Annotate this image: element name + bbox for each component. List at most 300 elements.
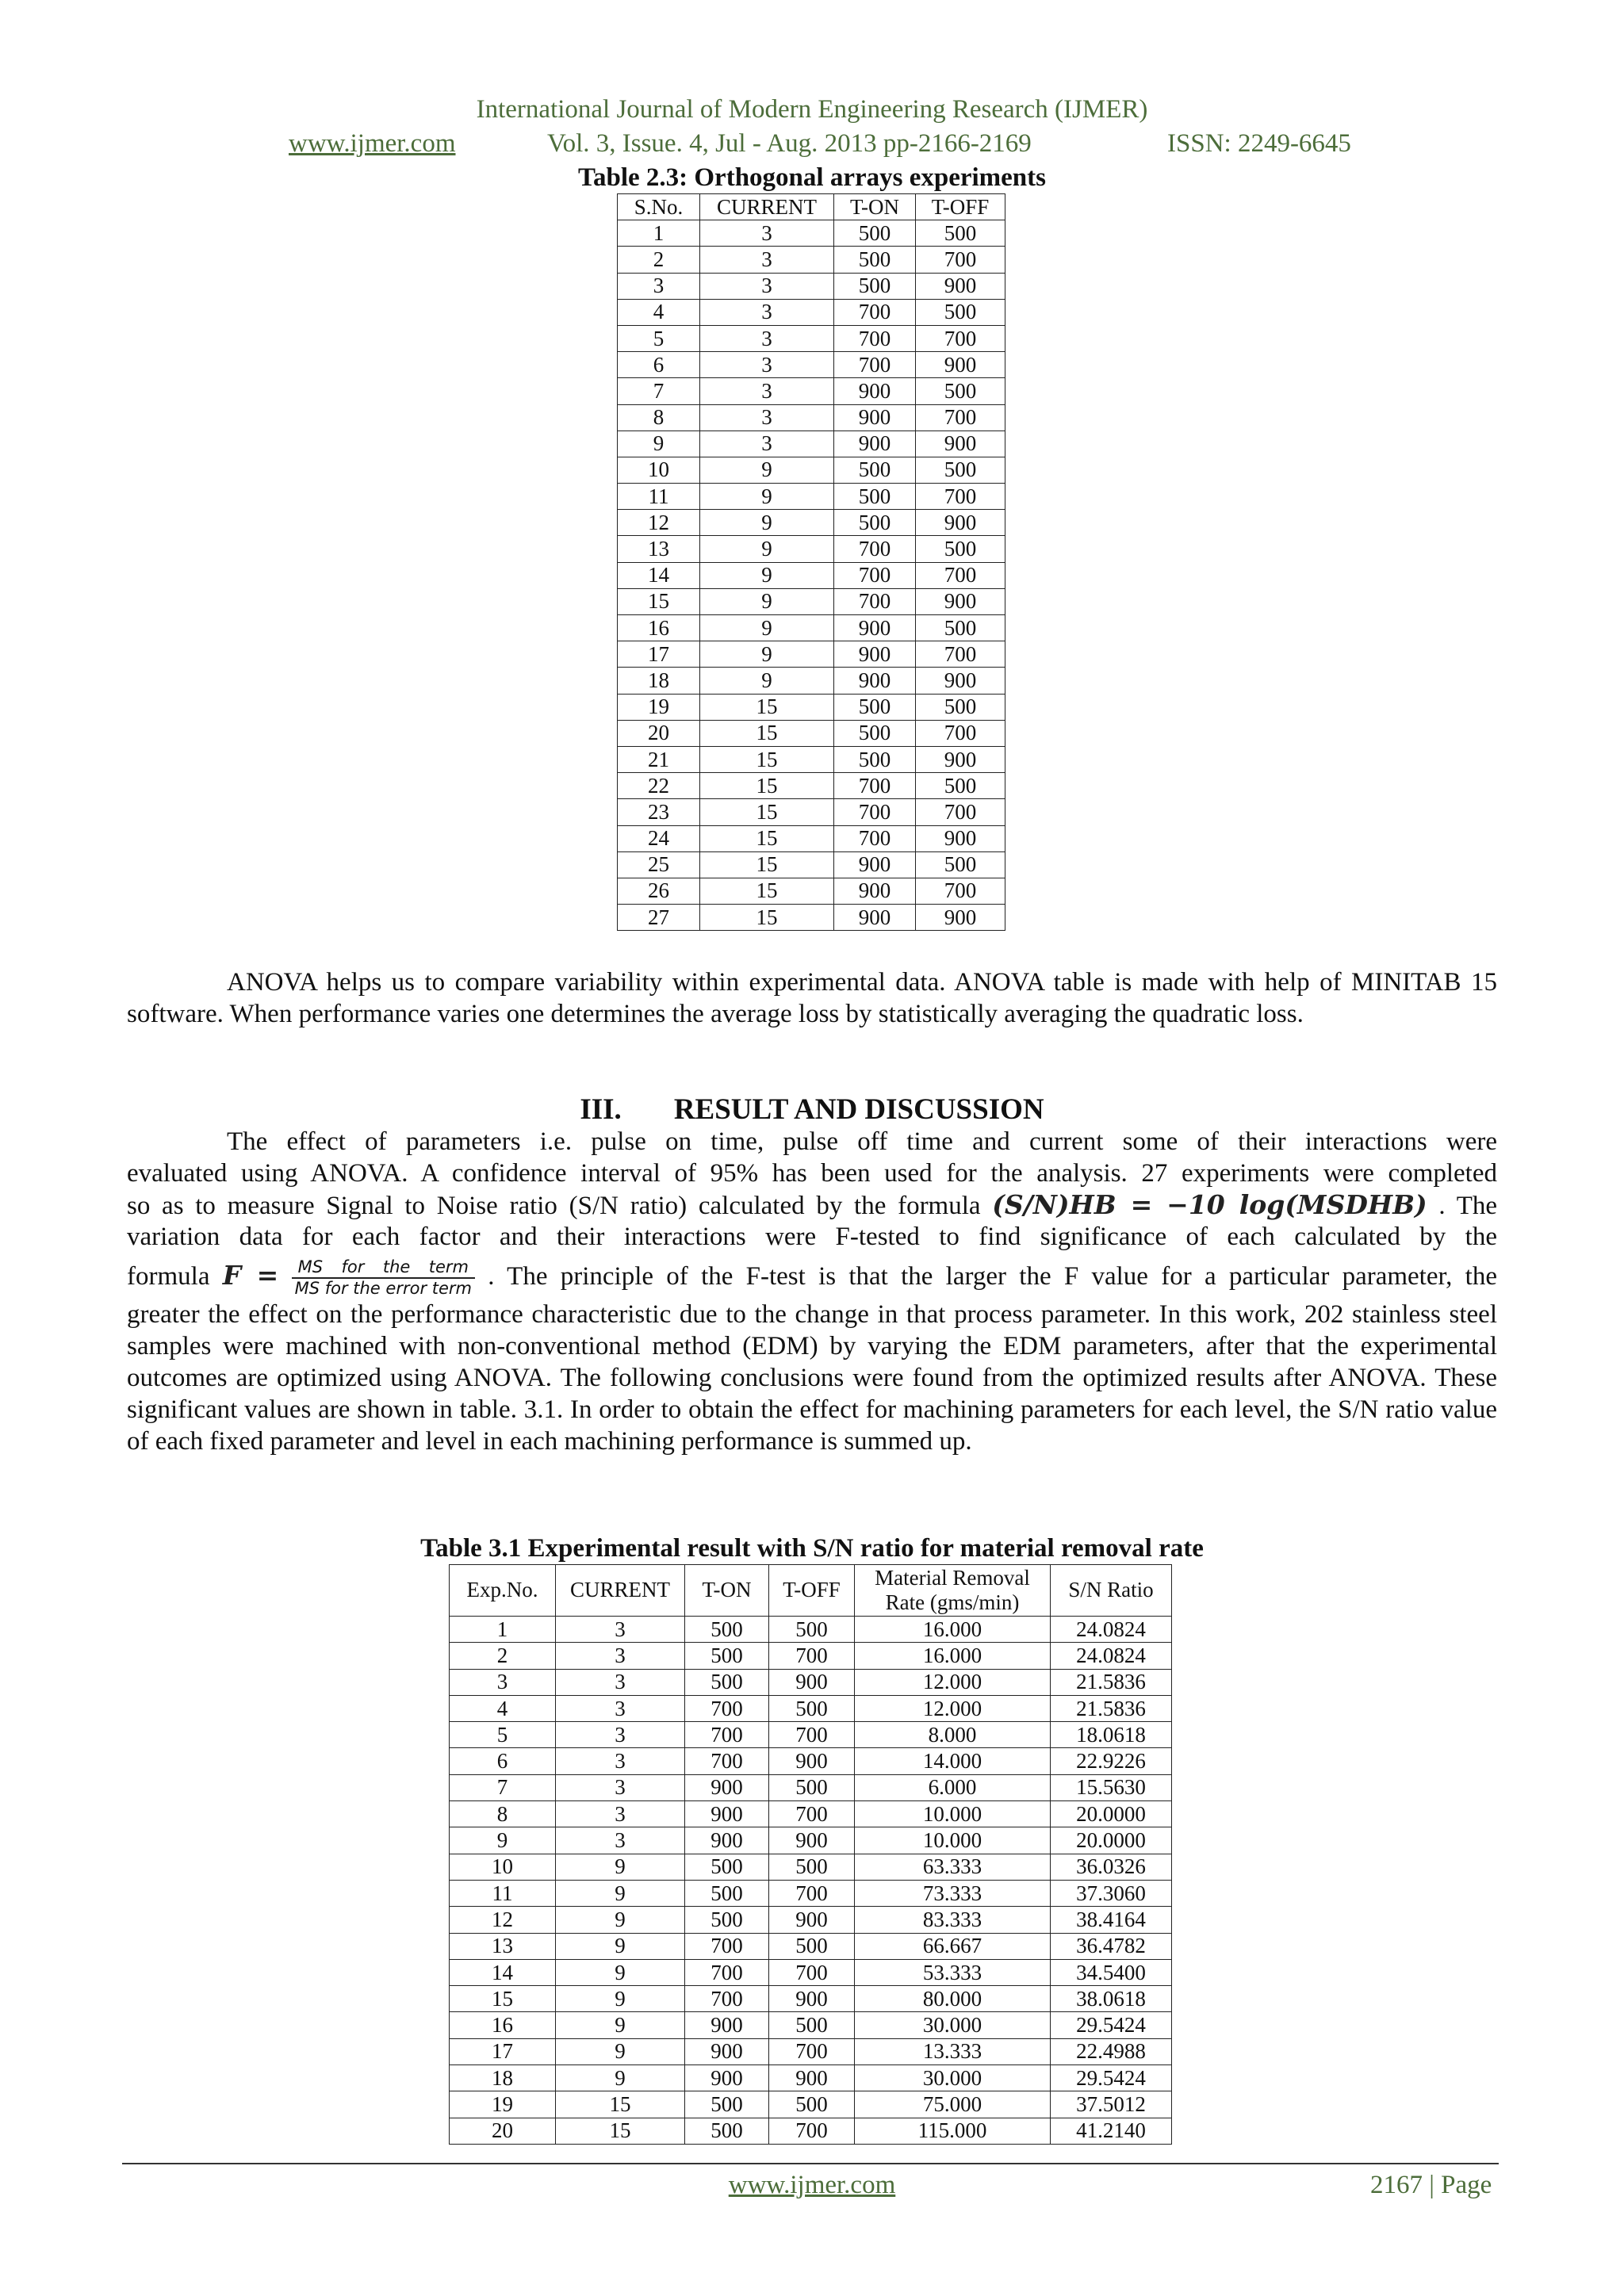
- table-cell: 500: [916, 536, 1005, 562]
- table-cell: 19: [618, 694, 700, 720]
- f-formula-lhs: F =: [222, 1260, 279, 1291]
- table-cell: 9: [556, 1854, 685, 1880]
- column-header: CURRENT: [700, 194, 834, 220]
- table-row: [450, 1933, 1172, 1959]
- table-cell: 2: [450, 1643, 556, 1669]
- table-cell: 4: [618, 299, 700, 325]
- table-cell: 900: [916, 588, 1005, 614]
- table-cell: 900: [685, 1801, 769, 1827]
- table-cell: 5: [618, 325, 700, 351]
- table-row: [618, 352, 1005, 378]
- table-cell: 15: [700, 694, 834, 720]
- table-row: [618, 905, 1005, 931]
- table-cell: 15: [700, 746, 834, 772]
- table-cell: 900: [916, 905, 1005, 931]
- f-formula-fraction: [292, 1257, 475, 1299]
- table-cell: 3: [556, 1748, 685, 1774]
- table-cell: 30.000: [855, 2065, 1051, 2091]
- table-cell: 900: [834, 905, 916, 931]
- table-cell: 6.000: [855, 1774, 1051, 1800]
- result-paragraph: [127, 1126, 1497, 1457]
- table-cell: 14.000: [855, 1748, 1051, 1774]
- table-cell: 700: [834, 325, 916, 351]
- table-cell: 115.000: [855, 2118, 1051, 2144]
- table-cell: 500: [916, 299, 1005, 325]
- table-cell: 900: [685, 2012, 769, 2038]
- table-cell: 900: [916, 273, 1005, 299]
- table-cell: 1: [618, 220, 700, 247]
- table-cell: 29.5424: [1051, 2012, 1172, 2038]
- column-header: S/N Ratio: [1051, 1565, 1172, 1617]
- table-cell: 3: [450, 1669, 556, 1695]
- table-cell: 500: [916, 615, 1005, 641]
- table-row: [618, 641, 1005, 668]
- table-cell: 7: [450, 1774, 556, 1800]
- table-cell: 500: [685, 2091, 769, 2118]
- table-row: [618, 536, 1005, 562]
- table-cell: 15: [700, 878, 834, 904]
- table-cell: 3: [556, 1801, 685, 1827]
- table-cell: 700: [916, 404, 1005, 430]
- table-cell: 73.333: [855, 1880, 1051, 1906]
- table-row: [618, 746, 1005, 772]
- table-cell: 3: [556, 1774, 685, 1800]
- table-cell: 12.000: [855, 1669, 1051, 1695]
- table-cell: 18.0618: [1051, 1722, 1172, 1748]
- table-row: [450, 1695, 1172, 1721]
- table-cell: 20: [618, 720, 700, 746]
- page-number: 2167 | Page: [1370, 2171, 1492, 2199]
- table-cell: 38.4164: [1051, 1907, 1172, 1933]
- table-cell: 500: [916, 220, 1005, 247]
- table-cell: 21.5836: [1051, 1695, 1172, 1721]
- table-cell: 500: [769, 2091, 855, 2118]
- table-row: [450, 1774, 1172, 1800]
- table-cell: 15: [556, 2091, 685, 2118]
- table-cell: 13: [618, 536, 700, 562]
- table-cell: 15: [700, 799, 834, 825]
- header-url-link[interactable]: www.ijmer.com: [289, 129, 456, 158]
- table-cell: 10.000: [855, 1827, 1051, 1854]
- table-cell: 3: [700, 352, 834, 378]
- table-cell: 700: [834, 562, 916, 588]
- table-cell: 15: [618, 588, 700, 614]
- table-cell: 700: [834, 299, 916, 325]
- table-cell: 500: [685, 1854, 769, 1880]
- table-row: [618, 825, 1005, 851]
- table-cell: 900: [685, 2065, 769, 2091]
- table-cell: 3: [556, 1695, 685, 1721]
- table-cell: 500: [834, 457, 916, 483]
- table-cell: 900: [916, 668, 1005, 694]
- table-cell: 36.0326: [1051, 1854, 1172, 1880]
- column-header: T-ON: [685, 1565, 769, 1617]
- table-cell: 900: [769, 2065, 855, 2091]
- table-cell: 26: [618, 878, 700, 904]
- table-cell: 700: [834, 352, 916, 378]
- experimental-result-table: [449, 1564, 1172, 2145]
- table-cell: 20.0000: [1051, 1801, 1172, 1827]
- table-cell: 18: [618, 668, 700, 694]
- table-cell: 700: [916, 562, 1005, 588]
- column-header: T-OFF: [769, 1565, 855, 1617]
- table-cell: 700: [916, 325, 1005, 351]
- column-header: Exp.No.: [450, 1565, 556, 1617]
- table-cell: 700: [916, 484, 1005, 510]
- table-cell: 3: [700, 247, 834, 273]
- table-cell: 4: [450, 1695, 556, 1721]
- table-row: [618, 325, 1005, 351]
- table-cell: 23: [618, 799, 700, 825]
- f-formula-numerator: MS for the term: [292, 1257, 475, 1279]
- table-cell: 83.333: [855, 1907, 1051, 1933]
- table-row: [618, 799, 1005, 825]
- table-cell: 900: [769, 1907, 855, 1933]
- table-row: [618, 668, 1005, 694]
- table-cell: 700: [685, 1959, 769, 1985]
- text-line: formula F = $\frac{\text{MS for the term}}{\text{MS for the error term}}$ . The principle of the F-test is that the larger the F value for a particular parameter, the: [127, 1257, 1497, 1299]
- table-cell: 38.0618: [1051, 1986, 1172, 2012]
- table-cell: 15: [700, 720, 834, 746]
- table-header-row: [450, 1565, 1172, 1617]
- table-cell: 5: [450, 1722, 556, 1748]
- table-cell: 700: [769, 1722, 855, 1748]
- table-cell: 12.000: [855, 1695, 1051, 1721]
- table-cell: 500: [916, 457, 1005, 483]
- table-cell: 13: [450, 1933, 556, 1959]
- table-row: [450, 1617, 1172, 1643]
- table-cell: 9: [700, 588, 834, 614]
- anova-paragraph: ANOVA helps us to compare variability within experimental data. ANOVA table is made with help of MINITAB 15 software. When performance varies one determines the average loss by statistically averaging the quadratic loss.: [127, 968, 1497, 1028]
- table-cell: 900: [834, 851, 916, 878]
- table-cell: 36.4782: [1051, 1933, 1172, 1959]
- table-row: [618, 588, 1005, 614]
- table-cell: 500: [916, 851, 1005, 878]
- table-cell: 500: [769, 1933, 855, 1959]
- table-cell: 900: [769, 1748, 855, 1774]
- table-row: [618, 430, 1005, 457]
- table-cell: 22: [618, 773, 700, 799]
- header-volume: Vol. 3, Issue. 4, Jul - Aug. 2013 pp-2166-2169: [547, 129, 1032, 158]
- table-row: [450, 1643, 1172, 1669]
- table-cell: 24.0824: [1051, 1617, 1172, 1643]
- table-row: [618, 484, 1005, 510]
- table-cell: 41.2140: [1051, 2118, 1172, 2144]
- journal-title: International Journal of Modern Engineering Research (IJMER): [476, 95, 1148, 124]
- table-cell: 900: [834, 615, 916, 641]
- table-cell: 17: [618, 641, 700, 668]
- table-cell: 34.5400: [1051, 1959, 1172, 1985]
- section-title: RESULT AND DISCUSSION: [673, 1093, 1044, 1126]
- table2-caption: Table 3.1 Experimental result with S/N ratio for material removal rate: [420, 1534, 1204, 1563]
- table-row: [618, 851, 1005, 878]
- table-cell: 9: [556, 2012, 685, 2038]
- column-header: S.No.: [618, 194, 700, 220]
- table-cell: 500: [834, 484, 916, 510]
- sn-ratio-formula: (S/N)HB = −10 log(MSDHB): [992, 1189, 1427, 1220]
- text-line: evaluated using ANOVA. A confidence interval of 95% has been used for the analysis. 27 experiments were completed: [127, 1159, 1497, 1188]
- table-cell: 9: [700, 615, 834, 641]
- header-issn: ISSN: 2249-6645: [1167, 129, 1351, 158]
- table-cell: 700: [916, 878, 1005, 904]
- table-cell: 900: [834, 641, 916, 668]
- table-cell: 80.000: [855, 1986, 1051, 2012]
- table-cell: 8: [618, 404, 700, 430]
- f-formula-denominator: MS for the error term: [294, 1279, 472, 1299]
- table-cell: 15: [556, 2118, 685, 2144]
- table-cell: 10.000: [855, 1801, 1051, 1827]
- table-cell: 21: [618, 746, 700, 772]
- table-cell: 14: [450, 1959, 556, 1985]
- table-row: [450, 2012, 1172, 2038]
- table-cell: 3: [556, 1643, 685, 1669]
- table-cell: 10: [618, 457, 700, 483]
- table-cell: 9: [700, 562, 834, 588]
- table-cell: 75.000: [855, 2091, 1051, 2118]
- table-cell: 900: [769, 1986, 855, 2012]
- table1-caption: Table 2.3: Orthogonal arrays experiments: [578, 163, 1046, 192]
- table-row: [450, 1722, 1172, 1748]
- table-cell: 500: [769, 2012, 855, 2038]
- table-cell: 12: [450, 1907, 556, 1933]
- table-cell: 15: [700, 773, 834, 799]
- table-cell: 3: [700, 404, 834, 430]
- table-row: [618, 562, 1005, 588]
- table-row: [618, 220, 1005, 247]
- table-row: [450, 2091, 1172, 2118]
- table-cell: 700: [834, 588, 916, 614]
- table-cell: 900: [685, 1827, 769, 1854]
- table-cell: 8: [450, 1801, 556, 1827]
- footer-rule: [122, 2163, 1499, 2164]
- table-row: [618, 378, 1005, 404]
- table-cell: 63.333: [855, 1854, 1051, 1880]
- table-cell: 3: [556, 1617, 685, 1643]
- table-cell: 700: [916, 799, 1005, 825]
- table-cell: 3: [556, 1722, 685, 1748]
- column-header: Material Removal Rate (gms/min): [855, 1565, 1051, 1617]
- table-cell: 3: [556, 1669, 685, 1695]
- text-line: The effect of parameters i.e. pulse on time, pulse off time and current some of their interactions were: [227, 1127, 1497, 1156]
- table-cell: 9: [700, 510, 834, 536]
- table-cell: 900: [916, 352, 1005, 378]
- table-row: [618, 694, 1005, 720]
- table-cell: 16: [450, 2012, 556, 2038]
- table-cell: 900: [916, 825, 1005, 851]
- table-row: [618, 720, 1005, 746]
- table-cell: 9: [556, 1959, 685, 1985]
- table-row: [450, 2065, 1172, 2091]
- table-cell: 11: [450, 1880, 556, 1906]
- table-row: [450, 2118, 1172, 2144]
- table-cell: 500: [769, 1854, 855, 1880]
- table-cell: 24: [618, 825, 700, 851]
- table-cell: 29.5424: [1051, 2065, 1172, 2091]
- table-cell: 900: [834, 404, 916, 430]
- table-cell: 15: [700, 905, 834, 931]
- table-cell: 500: [769, 1695, 855, 1721]
- table-row: [618, 404, 1005, 430]
- text-line: variation data for each factor and their interactions were F-tested to find significance of each calculated by the: [127, 1223, 1497, 1251]
- table-cell: 700: [769, 1880, 855, 1906]
- result-rest: greater the effect on the performance characteristic due to the change in that process parameter. In this work, 202 stainless steel samples were machined with non-conventional method (EDM) by varying the EDM parameters, after that the experimental outcomes are optimized using ANOVA. The following conclusions were found from the optimized results after ANOVA. These significant values are shown in table. 3.1. In order to obtain the effect for machining parameters for each level, the S/N ratio value of each fixed parameter and level in each machining performance is summed up.: [127, 1300, 1497, 1456]
- table-cell: 9: [556, 1880, 685, 1906]
- table-cell: 16.000: [855, 1617, 1051, 1643]
- table-cell: 20: [450, 2118, 556, 2144]
- table-cell: 3: [700, 220, 834, 247]
- table-cell: 900: [834, 430, 916, 457]
- table-cell: 17: [450, 2038, 556, 2064]
- table-cell: 500: [685, 1617, 769, 1643]
- table-cell: 27: [618, 905, 700, 931]
- table-cell: 500: [685, 1907, 769, 1933]
- table-cell: 66.667: [855, 1933, 1051, 1959]
- table-cell: 500: [916, 773, 1005, 799]
- table-cell: 15: [450, 1986, 556, 2012]
- table-cell: 700: [769, 1643, 855, 1669]
- table-cell: 700: [916, 720, 1005, 746]
- table-cell: 10: [450, 1854, 556, 1880]
- table-cell: 700: [769, 2038, 855, 2064]
- table-cell: 9: [556, 1907, 685, 1933]
- text-line: so as to measure Signal to Noise ratio (S/N ratio) calculated by the formula (S/N)HB = −10 log(MSDHB) . The: [127, 1189, 1498, 1220]
- table-cell: 900: [769, 1827, 855, 1854]
- table-row: [450, 1827, 1172, 1854]
- column-header: T-ON: [834, 194, 916, 220]
- table-cell: 15.5630: [1051, 1774, 1172, 1800]
- table-cell: 900: [685, 2038, 769, 2064]
- table-cell: 37.3060: [1051, 1880, 1172, 1906]
- table-row: [618, 615, 1005, 641]
- table-cell: 500: [685, 1880, 769, 1906]
- table-row: [450, 1880, 1172, 1906]
- table-cell: 3: [618, 273, 700, 299]
- section-heading: [0, 1093, 1624, 1127]
- table-cell: 500: [834, 694, 916, 720]
- table-cell: 16.000: [855, 1643, 1051, 1669]
- table-row: [618, 299, 1005, 325]
- table-cell: 500: [834, 746, 916, 772]
- table2-body: [450, 1617, 1172, 2145]
- table-cell: 3: [700, 299, 834, 325]
- table-cell: 500: [916, 694, 1005, 720]
- table-cell: 7: [618, 378, 700, 404]
- table-header-row: [618, 194, 1005, 220]
- table-cell: 14: [618, 562, 700, 588]
- table-cell: 500: [769, 1617, 855, 1643]
- column-header: CURRENT: [556, 1565, 685, 1617]
- table-cell: 9: [556, 2065, 685, 2091]
- table-cell: 20.0000: [1051, 1827, 1172, 1854]
- table-cell: 500: [769, 1774, 855, 1800]
- table-cell: 9: [700, 668, 834, 694]
- table-row: [450, 1801, 1172, 1827]
- table-cell: 18: [450, 2065, 556, 2091]
- table-cell: 16: [618, 615, 700, 641]
- table-cell: 11: [618, 484, 700, 510]
- table-cell: 500: [916, 378, 1005, 404]
- table-cell: 700: [834, 825, 916, 851]
- table-row: [450, 1854, 1172, 1880]
- table-row: [618, 273, 1005, 299]
- table-cell: 9: [700, 641, 834, 668]
- table-cell: 9: [450, 1827, 556, 1854]
- table-row: [450, 1959, 1172, 1985]
- table-row: [450, 1907, 1172, 1933]
- table-cell: 6: [450, 1748, 556, 1774]
- table-cell: 22.9226: [1051, 1748, 1172, 1774]
- table-row: [450, 2038, 1172, 2064]
- table-cell: 21.5836: [1051, 1669, 1172, 1695]
- table-cell: 2: [618, 247, 700, 273]
- table-cell: 700: [769, 1959, 855, 1985]
- table-cell: 900: [685, 1774, 769, 1800]
- table-cell: 500: [685, 1643, 769, 1669]
- table-cell: 700: [916, 247, 1005, 273]
- table-cell: 500: [834, 247, 916, 273]
- table-cell: 700: [769, 2118, 855, 2144]
- table-cell: 900: [834, 378, 916, 404]
- table-cell: 15: [700, 825, 834, 851]
- table-cell: 3: [700, 430, 834, 457]
- table-cell: 15: [700, 851, 834, 878]
- table-cell: 500: [834, 720, 916, 746]
- table-cell: 900: [916, 746, 1005, 772]
- table-cell: 500: [685, 1669, 769, 1695]
- footer-url-link[interactable]: www.ijmer.com: [728, 2171, 896, 2199]
- table-row: [618, 247, 1005, 273]
- table-cell: 53.333: [855, 1959, 1051, 1985]
- table-cell: 3: [556, 1827, 685, 1854]
- table-row: [618, 773, 1005, 799]
- table-cell: 19: [450, 2091, 556, 2118]
- table-cell: 3: [700, 325, 834, 351]
- column-header: T-OFF: [916, 194, 1005, 220]
- table-cell: 700: [685, 1722, 769, 1748]
- table-cell: 700: [685, 1748, 769, 1774]
- table-cell: 900: [769, 1669, 855, 1695]
- table-cell: 900: [834, 668, 916, 694]
- table-cell: 700: [769, 1801, 855, 1827]
- table-cell: 9: [556, 2038, 685, 2064]
- table-cell: 500: [834, 273, 916, 299]
- table-cell: 700: [834, 799, 916, 825]
- table-cell: 500: [685, 2118, 769, 2144]
- table-cell: 9: [556, 1986, 685, 2012]
- table-cell: 900: [916, 430, 1005, 457]
- table-cell: 900: [916, 510, 1005, 536]
- table-cell: 13.333: [855, 2038, 1051, 2064]
- table-cell: 700: [834, 773, 916, 799]
- table-cell: 9: [700, 484, 834, 510]
- table-cell: 6: [618, 352, 700, 378]
- table-cell: 3: [700, 273, 834, 299]
- table-row: [450, 1748, 1172, 1774]
- table-row: [618, 878, 1005, 904]
- table-cell: 3: [700, 378, 834, 404]
- table1-body: [618, 220, 1005, 931]
- table-cell: 9: [700, 457, 834, 483]
- table-row: [618, 510, 1005, 536]
- table-cell: 30.000: [855, 2012, 1051, 2038]
- table-cell: 900: [834, 878, 916, 904]
- table-cell: 12: [618, 510, 700, 536]
- table-cell: 9: [700, 536, 834, 562]
- table-cell: 500: [834, 220, 916, 247]
- table-cell: 700: [685, 1695, 769, 1721]
- table-row: [618, 457, 1005, 483]
- table-cell: 24.0824: [1051, 1643, 1172, 1669]
